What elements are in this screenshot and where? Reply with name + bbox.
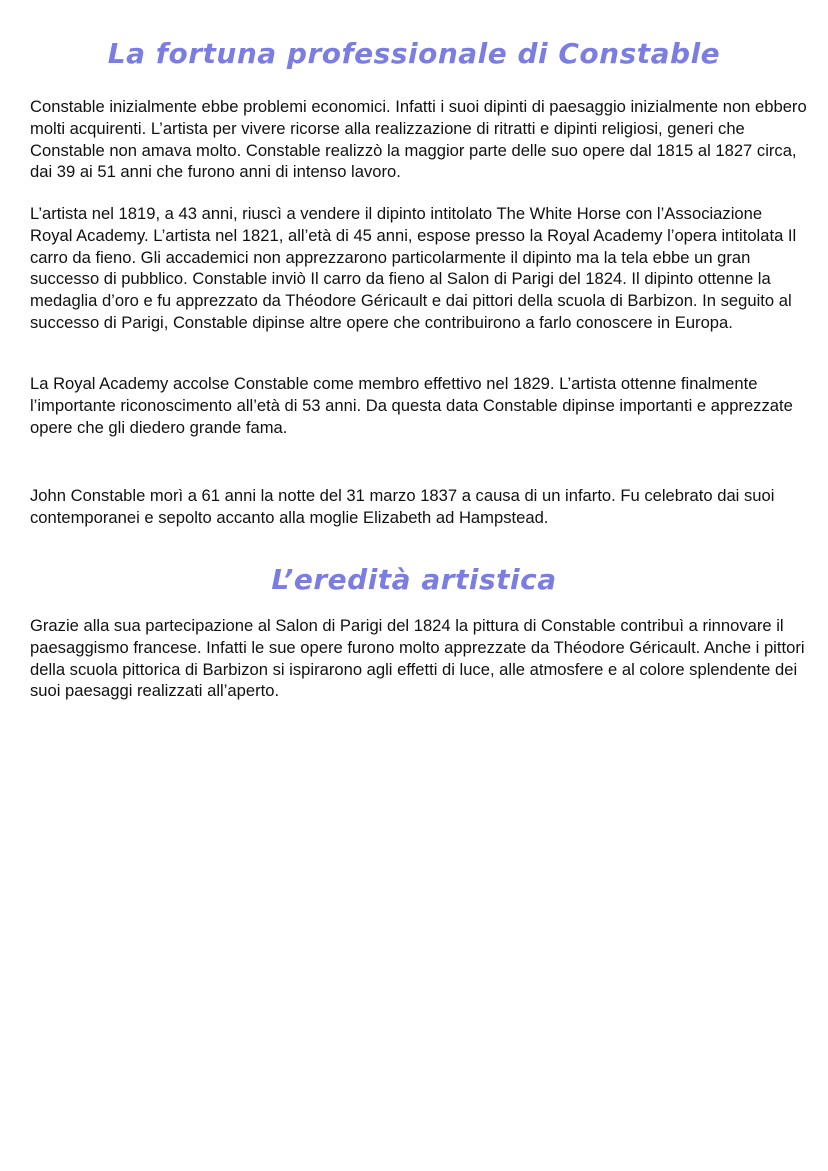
paragraph-royal-academy-member: La Royal Academy accolse Constable come membro effettivo nel 1829. L’artista ottenne finalmente l’importante riconoscimento all’età di 53 anni. Da questa data Constable dipinse importanti e apprezzate opere che gli diedero grande fama. xyxy=(30,374,793,437)
section-heading-professional-fortune: La fortuna professionale di Constable xyxy=(107,37,721,70)
paragraph-economic-problems: Constable inizialmente ebbe problemi economici. Infatti i suoi dipinti di paesaggio inizialmente non ebbero molti acquirenti. L’artista per vivere ricorse alla realizzazione di ritratti e dipinti religiosi, generi che Constable non amava molto. Constable realizzò la maggior parte delle suo opere dal 1815 al 1827 circa, dai 39 ai 51 anni che furono anni di intenso lavoro. xyxy=(30,97,807,182)
paragraph-death: John Constable morì a 61 anni la notte del 31 marzo 1837 a causa di un infarto. Fu celebrato dai suoi contemporanei e sepolto accanto alla moglie Elizabeth ad Hampstead. xyxy=(30,486,775,527)
paragraph-white-horse-and-salon: L’artista nel 1819, a 43 anni, riuscì a vendere il dipinto intitolato The White Horse con l’Associazione Royal Academy. L’artista nel 1821, all’età di 45 anni, espose presso la Royal Academy l’opera intitolata Il carro da fieno. Gli accademici non apprezzarono particolarmente il dipinto ma la tela ebbe un gran successo di pubblico. Constable inviò Il carro da fieno al Salon di Parigi del 1824. Il dipinto ottenne la medaglia d’oro e fu apprezzato da Théodore Géricault e dai pittori della scuola di Barbizon. In seguito al successo di Parigi, Constable dipinse altre opere che contribuirono a farlo conoscere in Europa. xyxy=(30,204,797,332)
section-heading-artistic-legacy: L’eredità artistica xyxy=(271,563,557,596)
paragraph-legacy: Grazie alla sua partecipazione al Salon di Parigi del 1824 la pittura di Constable contribuì a rinnovare il paesaggismo francese. Infatti le sue opere furono molto apprezzate da Théodore Géricault. Anche i pittori della scuola pittorica di Barbizon si ispirarono agli effetti di luce, alle atmosfere e al colore splendente dei suoi paesaggi realizzati all’aperto. xyxy=(30,616,805,701)
